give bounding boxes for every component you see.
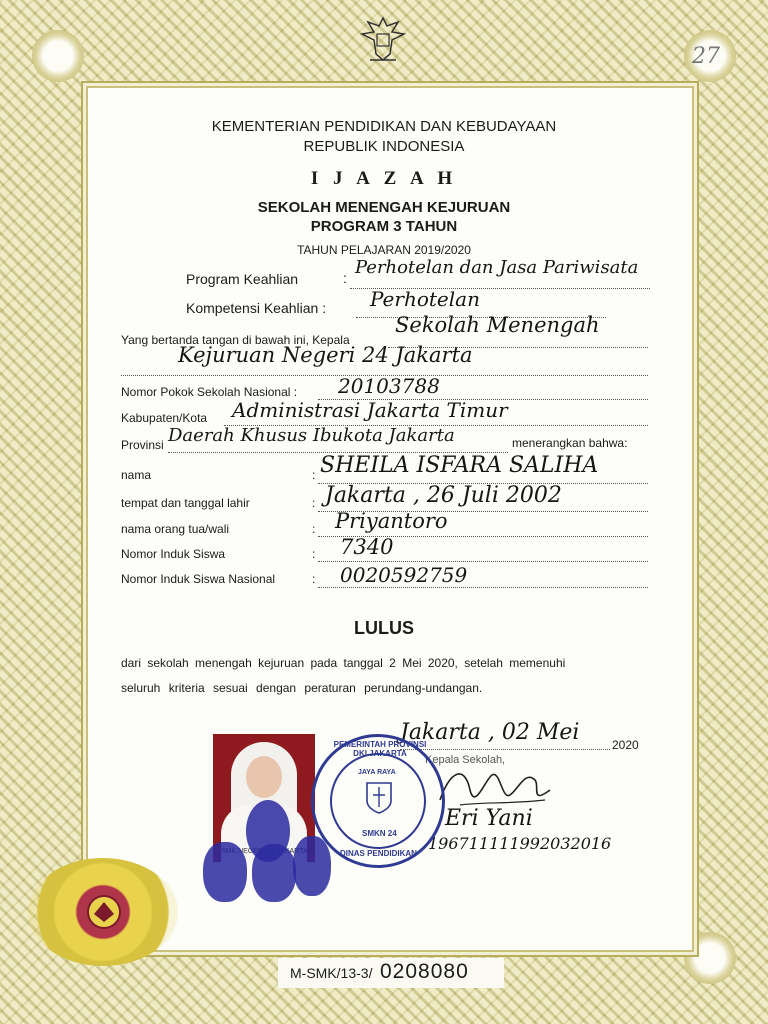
provinsi-label: Provinsi	[121, 438, 164, 452]
dotted-line	[318, 560, 648, 562]
kompetensi-label: Kompetensi Keahlian :	[186, 300, 327, 316]
provinsi-value: Daerah Khusus Ibukota Jakarta	[168, 425, 455, 446]
result-text-line-2: seluruh kriteria sesuai dengan peraturan perundang-undangan.	[121, 681, 483, 695]
nisn-label: Nomor Induk Siswa Nasional	[121, 572, 276, 586]
fingerprint-left-2	[252, 844, 296, 902]
ttl-label: tempat dan tanggal lahir	[121, 496, 250, 510]
kabupaten-value: Administrasi Jakarta Timur	[232, 398, 508, 422]
kompetensi-value: Perhotelan	[370, 287, 480, 311]
stamp-school-code: SMKN 24	[362, 829, 397, 838]
colon: :	[343, 270, 347, 286]
school-name-line-2: Kejuruan Negeri 24 Jakarta	[178, 343, 473, 367]
country-heading: REPUBLIK INDONESIA	[303, 138, 465, 155]
npsn-value: 20103788	[338, 374, 440, 398]
signer-intro-text: Yang bertanda tangan di bawah ini, Kepala	[121, 333, 350, 347]
stamp-outer-text: PEMERINTAH PROVINSI DKI JAKARTA	[333, 740, 427, 758]
nama-label: nama	[121, 468, 152, 482]
ttl-value: Jakarta , 26 Juli 2002	[325, 483, 562, 508]
seal-emblem-icon	[84, 892, 124, 932]
fingerprint-left-1	[203, 842, 247, 902]
nis-value: 7340	[340, 535, 394, 559]
colon: :	[312, 522, 316, 536]
menerangkan-text: menerangkan bahwa:	[512, 436, 628, 450]
serial-number: 0208080	[380, 960, 469, 983]
program-length-heading: PROGRAM 3 TAHUN	[310, 218, 458, 235]
dotted-line	[400, 748, 610, 750]
ortu-label: nama orang tua/wali	[121, 522, 230, 536]
colon: :	[312, 572, 316, 586]
nis-label: Nomor Induk Siswa	[121, 547, 226, 561]
gold-seal-sticker	[28, 858, 178, 966]
photo-caption: JAKARTA	[276, 848, 308, 855]
colon: :	[312, 468, 316, 482]
signature-place-date: Jakarta , 02 Mei	[400, 720, 580, 745]
ministry-heading: KEMENTERIAN PENDIDIKAN DAN KEBUDAYAAN	[211, 118, 557, 135]
signer-name: Eri Yani	[445, 806, 533, 831]
program-keahlian-value: Perhotelan dan Jasa Pariwisata	[355, 257, 639, 278]
academic-year: TAHUN PELAJARAN 2019/2020	[297, 243, 471, 257]
result-text-line-1: dari sekolah menengah kejuruan pada tanggal 2 Mei 2020, setelah memenuhi	[121, 656, 566, 670]
kabupaten-label: Kabupaten/Kota	[121, 411, 208, 425]
nama-value: SHEILA ISFARA SALIHA	[320, 453, 599, 478]
jakarta-crest-icon	[364, 781, 394, 815]
serial-prefix: M-SMK/13-3/	[290, 965, 373, 981]
signer-nip: 196711111992032016	[428, 834, 612, 853]
school-name-line-1: Sekolah Menengah	[395, 313, 600, 337]
fingerprint-right-2	[293, 836, 331, 896]
colon: :	[312, 547, 316, 561]
ortu-value: Priyantoro	[335, 509, 448, 533]
garuda-emblem-icon	[360, 14, 406, 64]
stamp-motto: JAYA RAYA	[358, 769, 396, 776]
official-stamp	[311, 734, 445, 868]
stamp-bottom-text: DINAS PENDIDIKAN	[340, 849, 417, 858]
program-keahlian-label: Program Keahlian	[186, 271, 299, 287]
corner-page-mark: 27	[692, 44, 720, 69]
signature-role: Kepala Sekolah,	[425, 754, 506, 766]
signature-year: 2020	[612, 738, 639, 752]
corner-ornament-top-left	[32, 30, 84, 82]
school-type-heading: SEKOLAH MENENGAH KEJURUAN	[257, 199, 511, 216]
colon: :	[312, 496, 316, 510]
graduation-status: LULUS	[354, 618, 414, 638]
npsn-label: Nomor Pokok Sekolah Nasional :	[121, 385, 298, 399]
nisn-value: 0020592759	[340, 563, 468, 587]
certificate-title: I J A Z A H	[310, 168, 458, 189]
